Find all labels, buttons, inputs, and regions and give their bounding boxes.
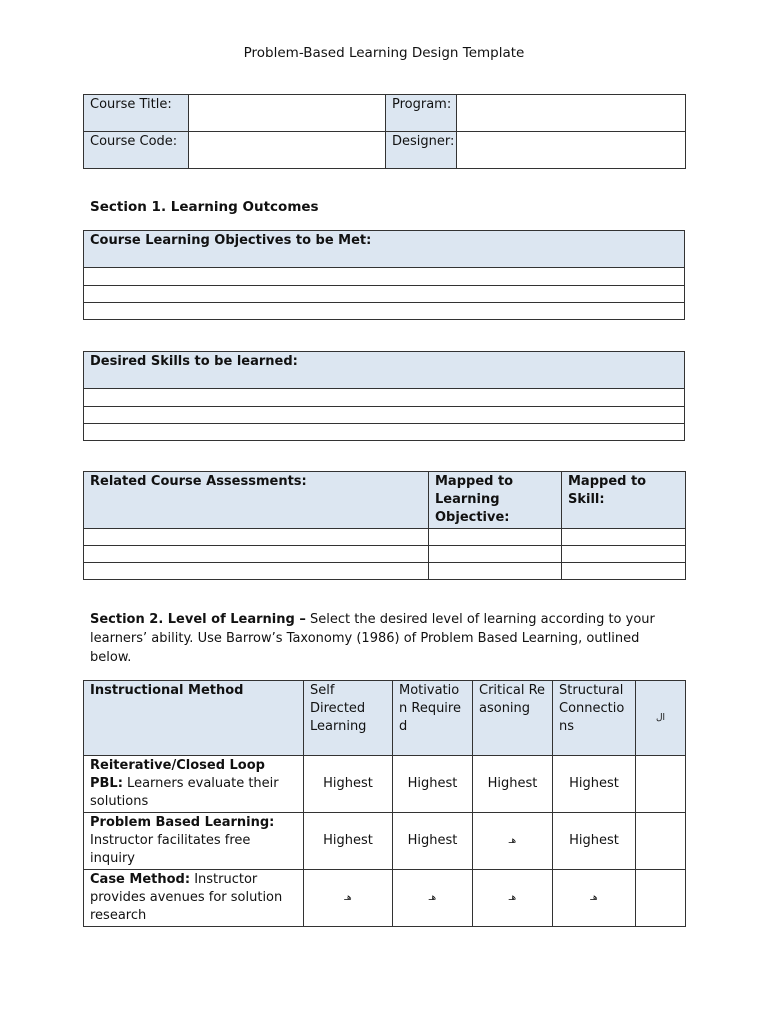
taxonomy-row <box>84 870 686 927</box>
section1-heading: Section 1. Learning Outcomes <box>90 199 319 215</box>
value-cell[interactable] <box>636 870 686 927</box>
skill-map-cell[interactable] <box>562 529 686 546</box>
value-cell[interactable]: هـ <box>304 870 393 927</box>
value-cell[interactable]: Highest <box>393 756 473 813</box>
objectives-header: Course Learning Objectives to be Met: <box>84 231 685 268</box>
assessment-cell[interactable] <box>84 529 429 546</box>
col-structural: Structural Connections <box>553 681 636 756</box>
assessments-table <box>83 471 686 580</box>
skills-header: Desired Skills to be learned: <box>84 352 685 389</box>
skill-map-cell[interactable] <box>562 563 686 580</box>
value-cell[interactable]: هـ <box>473 870 553 927</box>
col-self-directed: Self Directed Learning <box>304 681 393 756</box>
assessment-cell[interactable] <box>84 563 429 580</box>
taxonomy-row <box>84 756 686 813</box>
value-cell[interactable]: Highest <box>473 756 553 813</box>
objective-row[interactable] <box>84 268 685 286</box>
page-title: Problem-Based Learning Design Template <box>243 45 525 61</box>
value-cell[interactable]: Highest <box>393 813 473 870</box>
program-field[interactable] <box>457 95 686 132</box>
method-cell: Reiterative/Closed Loop PBL: Learners evaluate their solutions <box>84 756 304 813</box>
col-extra: ال <box>636 681 686 756</box>
col-critical-reasoning: Critical Reasoning <box>473 681 553 756</box>
taxonomy-table <box>83 680 686 927</box>
value-cell[interactable]: هـ <box>553 870 636 927</box>
value-cell[interactable] <box>636 756 686 813</box>
skill-row[interactable] <box>84 424 685 441</box>
skill-row[interactable] <box>84 407 685 424</box>
mapped-skill-header: Mapped to Skill: <box>562 472 686 529</box>
course-title-label: Course Title: <box>84 95 189 132</box>
designer-label: Designer: <box>386 132 457 169</box>
col-motivation: Motivation Required <box>393 681 473 756</box>
value-cell[interactable]: هـ <box>473 813 553 870</box>
assessments-header: Related Course Assessments: <box>84 472 429 529</box>
section2-heading: Section 2. Level of Learning – <box>90 612 306 627</box>
method-cell: Case Method: Instructor provides avenues for solution research <box>84 870 304 927</box>
objective-map-cell[interactable] <box>429 546 562 563</box>
value-cell[interactable]: هـ <box>393 870 473 927</box>
skills-table <box>83 351 685 441</box>
value-cell[interactable]: Highest <box>304 813 393 870</box>
value-cell[interactable]: Highest <box>553 813 636 870</box>
section2-intro <box>90 610 680 667</box>
value-cell[interactable]: Highest <box>553 756 636 813</box>
skill-map-cell[interactable] <box>562 546 686 563</box>
objectives-table <box>83 230 685 320</box>
designer-field[interactable] <box>457 132 686 169</box>
objective-row[interactable] <box>84 303 685 320</box>
course-code-label: Course Code: <box>84 132 189 169</box>
objective-map-cell[interactable] <box>429 529 562 546</box>
course-code-field[interactable] <box>189 132 386 169</box>
section2-description: Select the desired level of learning according to your learners’ ability. Use Barrow’s Taxonomy (1986) of Problem Based Learning, outlined below. <box>90 612 655 665</box>
mapped-objective-header: Mapped to Learning Objective: <box>429 472 562 529</box>
course-title-field[interactable] <box>189 95 386 132</box>
value-cell[interactable]: Highest <box>304 756 393 813</box>
col-instructional-method: Instructional Method <box>84 681 304 756</box>
skill-row[interactable] <box>84 389 685 407</box>
taxonomy-row <box>84 813 686 870</box>
assessment-cell[interactable] <box>84 546 429 563</box>
method-cell: Problem Based Learning: Instructor facilitates free inquiry <box>84 813 304 870</box>
course-info-table <box>83 94 686 169</box>
program-label: Program: <box>386 95 457 132</box>
objective-row[interactable] <box>84 286 685 303</box>
value-cell[interactable] <box>636 813 686 870</box>
objective-map-cell[interactable] <box>429 563 562 580</box>
